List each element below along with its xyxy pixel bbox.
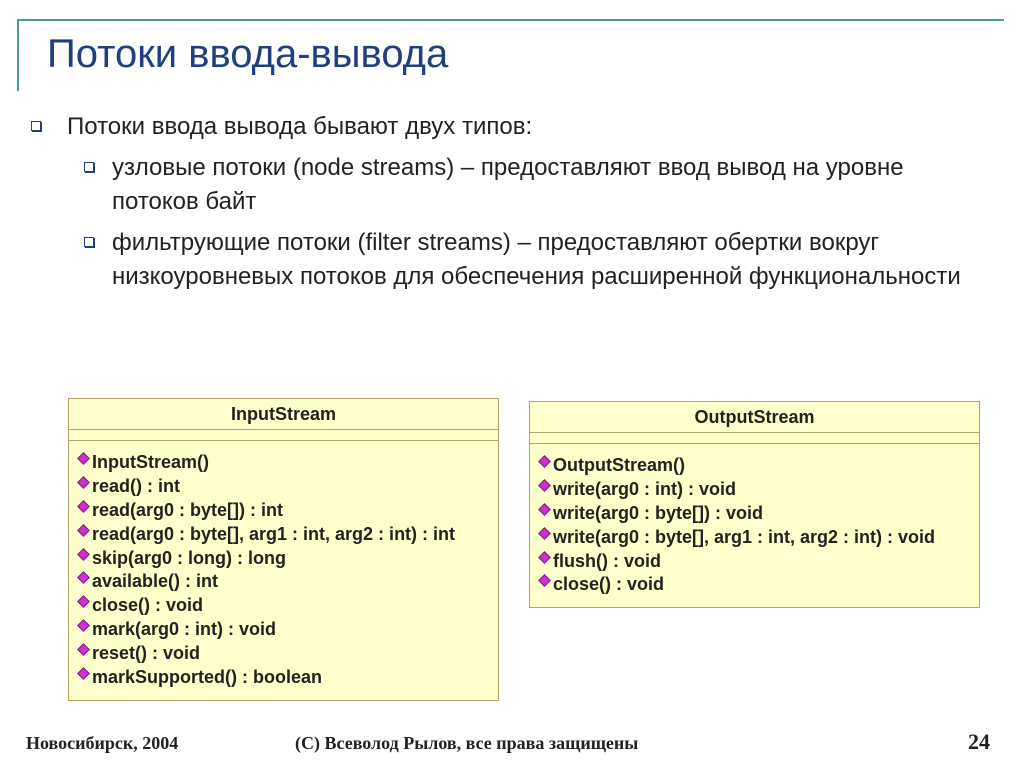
bullet-main-text: Потоки ввода вывода бывают двух типов:: [67, 113, 533, 140]
bullet-main: [31, 110, 532, 144]
public-operation-icon: [77, 548, 90, 561]
operation-signature: reset() : void: [92, 642, 201, 663]
square-bullet-icon: [31, 121, 41, 131]
title-frame-top-line: [17, 19, 1004, 21]
operation-signature: write(arg0 : byte[]) : void: [553, 502, 764, 523]
public-operation-icon: [77, 524, 90, 537]
operation-signature: markSupported() : boolean: [92, 666, 323, 687]
bullet-filter-streams-text: фильтрующие потоки (filter streams) – предоставляют обертки вокруг низкоуровневых потоков для обеспечения расширенной функциональности: [112, 229, 961, 290]
public-operation-icon: [538, 503, 551, 516]
operation-row: [79, 451, 498, 475]
public-operation-icon: [77, 476, 90, 489]
public-operation-icon: [77, 643, 90, 656]
square-bullet-icon: [84, 237, 94, 247]
public-operation-icon: [77, 453, 90, 466]
bullet-node-streams: [84, 151, 964, 219]
operations-list: [530, 444, 979, 597]
public-operation-icon: [77, 619, 90, 632]
public-operation-icon: [538, 575, 551, 588]
footer-city-year: Новосибирск, 2004: [26, 733, 179, 753]
operation-row: [540, 454, 979, 478]
operation-row: [540, 525, 979, 549]
public-operation-icon: [77, 572, 90, 585]
bullet-filter-streams: [84, 226, 964, 294]
public-operation-icon: [538, 456, 551, 469]
public-operation-icon: [538, 551, 551, 564]
operation-row: [79, 499, 498, 523]
footer-copyright: (C) Всеволод Рылов, все права защищены: [295, 733, 639, 753]
operation-row: [79, 594, 498, 618]
public-operation-icon: [77, 667, 90, 680]
square-bullet-icon: [84, 162, 94, 172]
bullet-node-streams-text: узловые потоки (node streams) – предоставляют ввод вывод на уровне потоков байт: [112, 154, 904, 215]
operation-signature: read() : int: [92, 476, 180, 497]
attributes-compartment: [530, 433, 979, 443]
public-operation-icon: [77, 595, 90, 608]
page-number: 24: [968, 729, 990, 754]
outputstream-class-box: [529, 401, 980, 608]
inputstream-class-box: [68, 398, 499, 701]
operation-signature: read(arg0 : byte[], arg1 : int, arg2 : int) : int: [92, 523, 456, 544]
operation-signature: read(arg0 : byte[]) : int: [92, 499, 284, 520]
operation-signature: close() : void: [92, 595, 204, 616]
operation-row: [540, 573, 979, 597]
public-operation-icon: [77, 500, 90, 513]
operation-row: [540, 549, 979, 573]
operation-row: [79, 546, 498, 570]
public-operation-icon: [538, 479, 551, 492]
operation-signature: flush() : void: [553, 550, 661, 571]
operation-row: [79, 522, 498, 546]
operation-row: [79, 475, 498, 499]
operation-row: [540, 502, 979, 526]
operation-signature: write(arg0 : int) : void: [553, 479, 737, 500]
operation-row: [540, 478, 979, 502]
operation-signature: mark(arg0 : int) : void: [92, 618, 277, 639]
operation-row: [79, 665, 498, 689]
attributes-compartment: [69, 430, 498, 440]
title-frame-left-line: [17, 19, 19, 91]
operation-signature: available() : int: [92, 571, 219, 592]
operation-signature: write(arg0 : byte[], arg1 : int, arg2 : int) : void: [553, 526, 936, 547]
operation-row: [79, 618, 498, 642]
operations-list: [69, 441, 498, 689]
operation-signature: InputStream(): [92, 452, 209, 473]
class-name: InputStream: [230, 404, 336, 424]
operation-row: [79, 641, 498, 665]
public-operation-icon: [538, 527, 551, 540]
class-name: OutputStream: [694, 407, 815, 427]
operation-row: [79, 570, 498, 594]
operation-signature: close() : void: [553, 574, 665, 595]
operation-signature: skip(arg0 : long) : long: [92, 547, 286, 568]
slide-title: Потоки ввода-вывода: [47, 32, 449, 76]
operation-signature: OutputStream(): [553, 455, 685, 476]
